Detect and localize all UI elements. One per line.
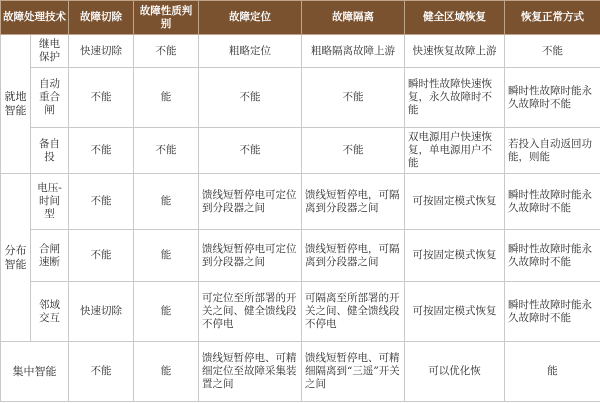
nature-cell: 能	[134, 282, 199, 342]
locate-cell: 不能	[199, 128, 302, 174]
normal-cell: 瞬时性故障时能永久故障时不能	[505, 174, 600, 230]
cut-cell: 快速切除	[69, 282, 134, 342]
nature-cell: 能	[134, 230, 199, 282]
cut-cell: 不能	[69, 174, 134, 230]
isolate-cell: 粗略隔离故障上游	[302, 35, 405, 68]
tech-cell: 备自投	[31, 128, 69, 174]
isolate-cell: 可隔离至所部署的开关之间、健全馈线段不停电	[302, 282, 405, 342]
normal-cell: 瞬时性故障时能永久故障时不能	[505, 282, 600, 342]
table-row	[1, 128, 600, 174]
table-row	[1, 35, 600, 68]
table-row	[1, 282, 600, 342]
header-row	[1, 1, 600, 35]
nature-cell: 不能	[134, 35, 199, 68]
table-row	[1, 230, 600, 282]
header-normal: 恢复正常方式	[505, 1, 600, 35]
restore-cell: 可按固定模式恢复	[405, 230, 505, 282]
locate-cell: 馈线短暂停电可定位到分段器之间	[199, 174, 302, 230]
tech-cell: 继电保护	[31, 35, 69, 68]
locate-cell: 不能	[199, 68, 302, 128]
category-centralized: 集中智能	[1, 342, 69, 402]
restore-cell: 可以优化恢	[405, 342, 505, 402]
restore-cell: 瞬时性故障快速恢复，永久故障时不能	[405, 68, 505, 128]
header-nature: 故障性质判别	[134, 1, 199, 35]
restore-cell: 可按固定模式恢复	[405, 282, 505, 342]
isolate-cell: 馈线短暂停电、可精细隔离到“三遥”开关之间	[302, 342, 405, 402]
cut-cell: 不能	[69, 68, 134, 128]
cut-cell: 不能	[69, 128, 134, 174]
tech-cell: 邻域交互	[31, 282, 69, 342]
normal-cell: 瞬时性故障时能永久故障时不能	[505, 68, 600, 128]
tech-cell: 合闸速断	[31, 230, 69, 282]
category-local: 就地智能	[1, 35, 31, 174]
nature-cell: 能	[134, 342, 199, 402]
table-row	[1, 68, 600, 128]
restore-cell: 可按固定模式恢复	[405, 174, 505, 230]
nature-cell: 能	[134, 174, 199, 230]
normal-cell: 不能	[505, 35, 600, 68]
isolate-cell: 不能	[302, 68, 405, 128]
locate-cell: 可定位至所部署的开关之间、健全馈线段不停电	[199, 282, 302, 342]
cut-cell: 快速切除	[69, 35, 134, 68]
nature-cell: 不能	[134, 128, 199, 174]
header-isolate: 故障隔离	[302, 1, 405, 35]
isolate-cell: 馈线短暂停电，可隔离到分段器之间	[302, 174, 405, 230]
cut-cell: 不能	[69, 230, 134, 282]
header-cut: 故障切除	[69, 1, 134, 35]
restore-cell: 快速恢复故障上游	[405, 35, 505, 68]
nature-cell: 能	[134, 68, 199, 128]
header-restore: 健全区域恢复	[405, 1, 505, 35]
isolate-cell: 不能	[302, 128, 405, 174]
locate-cell: 馈线短暂停电、可精细定位至故障采集装置之间	[199, 342, 302, 402]
table-row	[1, 342, 600, 402]
table-row	[1, 174, 600, 230]
normal-cell: 能	[505, 342, 600, 402]
isolate-cell: 馈线短暂停电，可隔离到分段器之间	[302, 230, 405, 282]
locate-cell: 馈线短暂停电可定位到分段器之间	[199, 230, 302, 282]
tech-cell: 自动重合闸	[31, 68, 69, 128]
normal-cell: 瞬时性故障时能永久故障时不能	[505, 230, 600, 282]
header-tech: 故障处理技术	[1, 1, 69, 35]
locate-cell: 粗略定位	[199, 35, 302, 68]
header-locate: 故障定位	[199, 1, 302, 35]
normal-cell: 若投入自动返回功能，则能	[505, 128, 600, 174]
category-distributed: 分布智能	[1, 174, 31, 342]
cut-cell: 不能	[69, 342, 134, 402]
restore-cell: 双电源用户快速恢复，单电源用户不能	[405, 128, 505, 174]
tech-cell: 电压-时间型	[31, 174, 69, 230]
